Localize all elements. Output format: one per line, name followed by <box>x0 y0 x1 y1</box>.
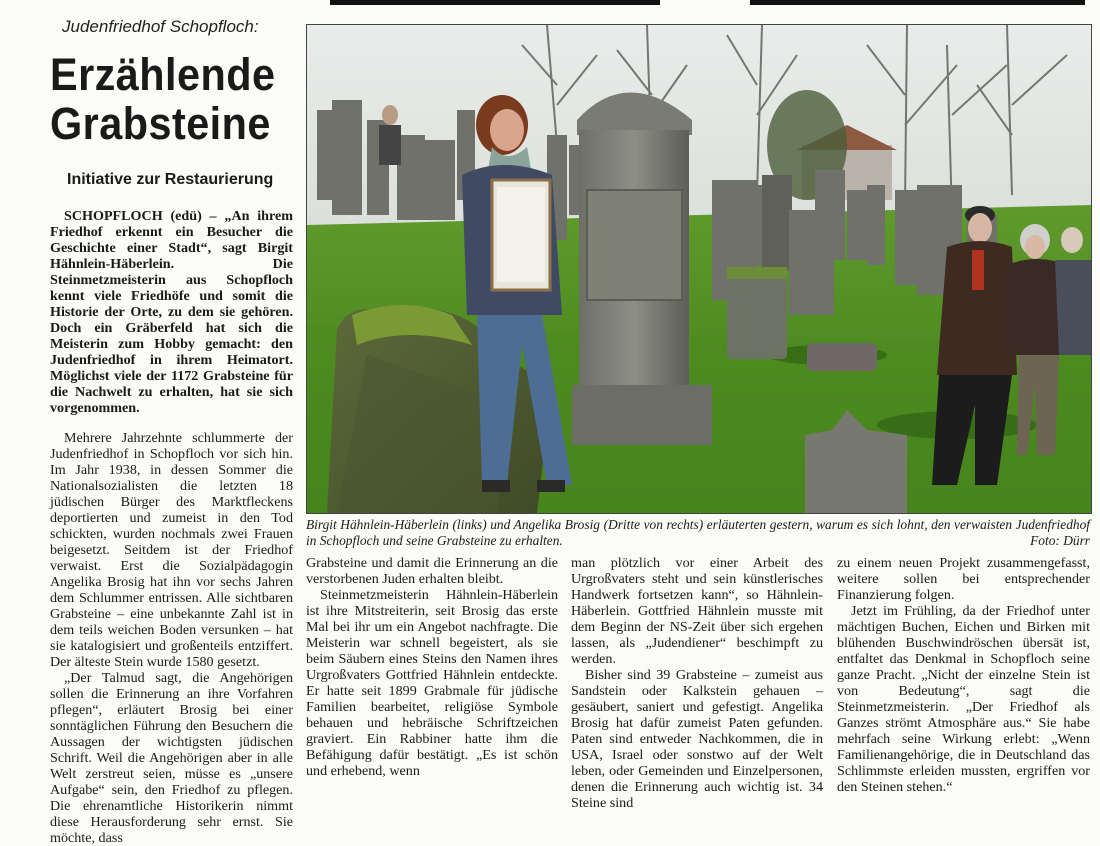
column-1 <box>50 208 293 846</box>
body-paragraph: Jetzt im Frühling, da der Friedhof unter mächtigen Buchen, Eichen und Birken mit blühenden Buschwindröschen übersät ist, entfaltet das Denkmal in Schopfloch seine ganze Pracht. „Nicht der einzelne Stein ist von Bedeutung“, sagt die Steinmetzmeisterin. „Der Friedhof als Ganzes strömt Atmosphäre aus.“ Sie habe mehrfach seine Wirkung erlebt: „Wenn Familienangehörige, die in Deutschland das Schlimmste erleiden mussten, ergriffen vor den Steinen stehen.“ <box>837 603 1090 795</box>
caption-text: Birgit Hähnlein-Häberlein (links) und Angelika Brosig (Dritte von rechts) erläuterten gestern, warum es sich lohnt, den verwaisten Judenfriedhof in Schopfloch und seine Grabsteine zu erhalten. <box>306 517 1090 548</box>
subhead: Initiative zur Restaurierung <box>67 171 274 188</box>
photo-caption <box>306 517 1090 549</box>
column-3 <box>571 555 823 811</box>
body-paragraph: Grabsteine und damit die Erinnerung an die verstorbenen Juden erhalten bleibt. <box>306 555 558 587</box>
cemetery-photo <box>306 24 1092 514</box>
body-paragraph: Bisher sind 39 Grabsteine – zumeist aus Sandstein oder Kalkstein gehauen – gesäubert, saniert und gefestigt. Angelika Brosig hat dafür zumeist Paten gefunden. Paten sind entweder Nachkommen, die in USA, Israel oder sonstwo auf der Welt leben, oder Gemeinden und Einzelpersonen, denen die Erinnerung auch wichtig ist. 34 Steine sind <box>571 667 823 811</box>
top-rule-left <box>330 0 660 5</box>
kicker: Judenfriedhof Schopfloch: <box>62 17 259 36</box>
column-4 <box>837 555 1090 795</box>
column-2 <box>306 555 558 791</box>
body-paragraph: „Der Talmud sagt, die Angehörigen sollen die Erinnerung an ihre Vorfahren pflegen“, erläutert Brosig bei einer sonntäglichen Führung den Besuchern die Aussagen der wichtigsten jüdischen Schrift. Weil die Angehörigen aber in alle Welt zerstreut seien, müsse es „unsere Aufgabe“ sein, den Friedhof zu pflegen. Die ehrenamtliche Historikerin nimmt diese Herausforderung sehr ernst. Sie möchte, dass <box>50 670 293 846</box>
photo-credit: Foto: Dürr <box>1030 533 1090 548</box>
top-rule-right <box>750 0 1085 5</box>
lead-paragraph: SCHOPFLOCH (edü) – „An ihrem Friedhof erkennt ein Besucher die Geschichte einer Stadt“, sagt Birgit Hähnlein-Häberlein. Die Steinmetzmeisterin aus Schopfloch kennt viele Friedhöfe und somit die Historie der Orte, zu dem sie gehören. Doch ein Gräberfeld hat sich die Meisterin zum Hobby gemacht: den Judenfriedhof in ihrem Heimatort. Möglichst viele der 1172 Grabsteine für die Nachwelt zu erhalten, hat sie sich vorgenommen. <box>50 208 293 416</box>
body-paragraph: Steinmetzmeisterin Hähnlein-Häberlein ist ihre Mitstreiterin, seit Brosig das erste Mal bei ihr um ein Angebot nachfragte. Die Meisterin war schnell begeistert, als sie beim Säubern eines Steins den Namen ihres Urgroßvaters Gottfried Hähnlein entdeckte. Er hatte seit 1899 Grabmale für jüdische Familien bearbeitet, religiöse Symbole behauen und hebräische Schriftzeichen graviert. Ein Rabbiner hatte ihm die Befähigung dafür bestätigt. „Es ist schön und erhebend, wenn <box>306 587 558 779</box>
body-paragraph: Mehrere Jahrzehnte schlummerte der Judenfriedhof in Schopfloch vor sich hin. Im Jahr 1938, in dessen Sommer die Nationalsozialisten die letzten 18 jüdischen Bürger des Marktfleckens deportierten und zumeist in den Tod schickten, wurden nochmals zwei Frauen beigesetzt. Seitdem ist der Friedhof verwaist. Erst die Sozialpädagogin Angelika Brosig hat ihn vor sechs Jahren dem Schlummer entrissen. Alle sichtbaren Grabsteine – eine unbekannte Zahl ist in dem teils weichen Boden versunken – hat sie katalogisiert und großenteils entziffert. Der älteste Stein wurde 1580 gesetzt. <box>50 430 293 670</box>
body-paragraph: zu einem neuen Projekt zusammengefasst, weitere sollen bei entsprechender Finanzierung folgen. <box>837 555 1090 603</box>
headline: Erzählende Grabsteine <box>50 49 276 149</box>
body-paragraph: man plötzlich vor einer Arbeit des Urgroßvaters steht und sein künstlerisches Handwerk fortsetzen kann“, so Hähnlein-Häberlein. Gottfried Hähnlein musste mit dem Beginn der NS-Zeit über sich ergehen lassen, als „Judendiener“ beschimpft zu werden. <box>571 555 823 667</box>
